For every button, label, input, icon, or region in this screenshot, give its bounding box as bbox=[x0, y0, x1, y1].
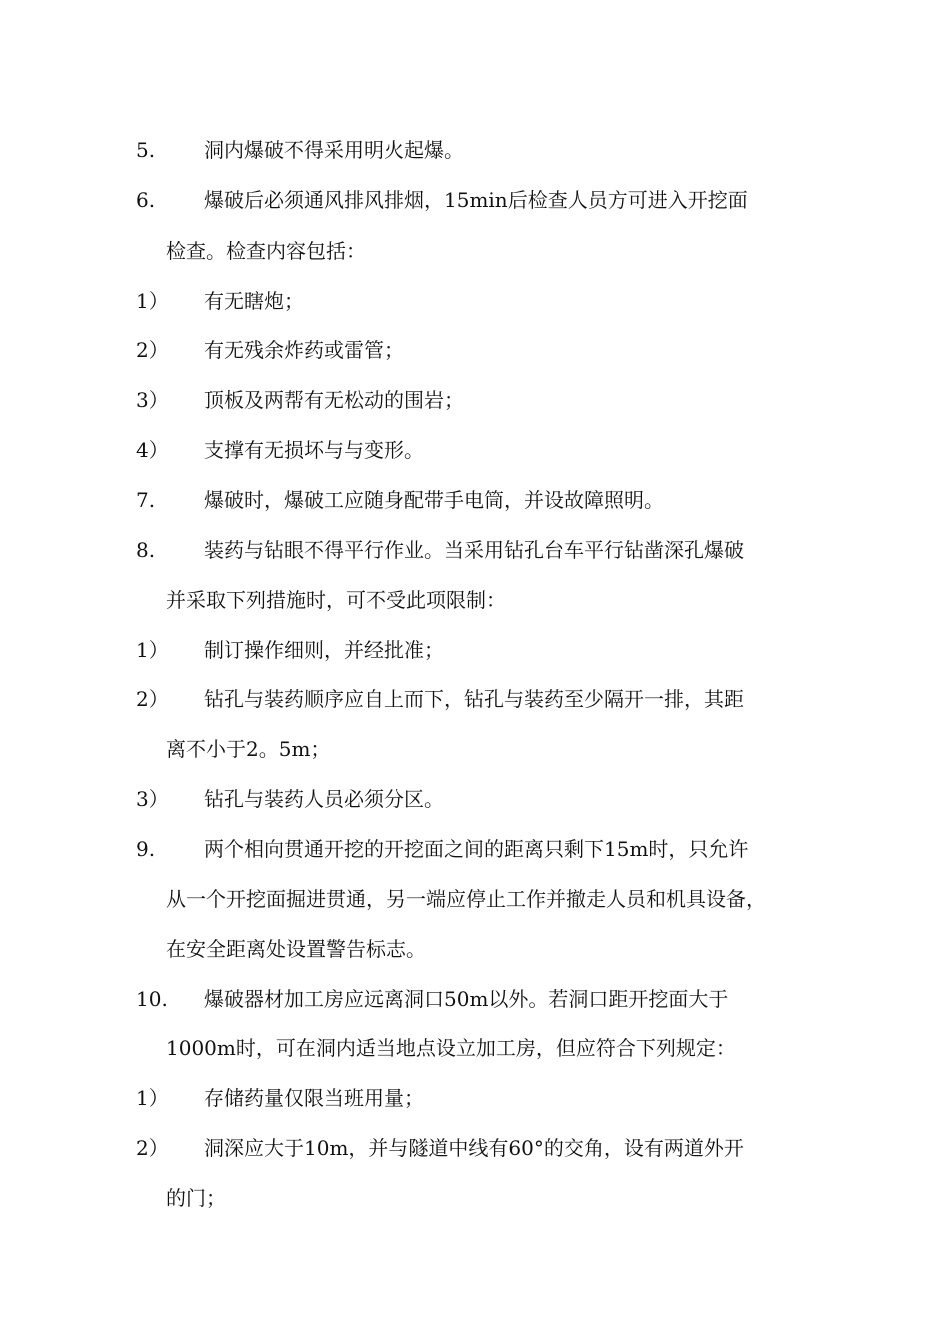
item-number: 2） bbox=[136, 338, 169, 362]
item-text: 有无残余炸药或雷管； bbox=[204, 338, 404, 362]
item-7 bbox=[0, 480, 950, 520]
item-text: 洞深应大于10m，并与隧道中线有60°的交角，设有两道外开 bbox=[204, 1136, 744, 1160]
item-text: 存储药量仅限当班用量； bbox=[204, 1086, 424, 1110]
item-continuation-text: 的门； bbox=[166, 1186, 226, 1210]
item-8-sub-2-continuation bbox=[0, 729, 950, 769]
item-continuation-text: 1000m时，可在洞内适当地点设立加工房，但应符合下列规定： bbox=[166, 1036, 736, 1060]
item-10-continuation bbox=[0, 1028, 950, 1068]
item-text: 装药与钻眼不得平行作业。当采用钻孔台车平行钻凿深孔爆破 bbox=[204, 538, 744, 562]
item-text: 爆破器材加工房应远离洞口50m以外。若洞口距开挖面大于 bbox=[204, 987, 729, 1011]
item-5 bbox=[0, 130, 950, 170]
item-number: 5. bbox=[136, 138, 156, 162]
item-text: 爆破时，爆破工应随身配带手电筒，并设故障照明。 bbox=[204, 488, 664, 512]
item-10-sub-2 bbox=[0, 1128, 950, 1168]
item-continuation-text: 从一个开挖面掘进贯通，另一端应停止工作并撤走人员和机具设备， bbox=[166, 887, 766, 911]
item-text: 爆破后必须通风排风排烟，15min后检查人员方可进入开挖面 bbox=[204, 188, 748, 212]
item-10-sub-2-continuation bbox=[0, 1178, 950, 1218]
item-text: 支撑有无损坏与与变形。 bbox=[204, 438, 424, 462]
item-8 bbox=[0, 530, 950, 570]
item-number: 6. bbox=[136, 188, 156, 212]
item-10 bbox=[0, 979, 950, 1019]
item-9 bbox=[0, 829, 950, 869]
item-continuation-text: 离不小于2。5m； bbox=[166, 737, 331, 761]
item-number: 8. bbox=[136, 538, 156, 562]
item-continuation-text: 并采取下列措施时，可不受此项限制： bbox=[166, 588, 506, 612]
item-number: 1） bbox=[136, 1086, 169, 1110]
item-6-sub-1 bbox=[0, 281, 950, 321]
item-9-continuation-1 bbox=[0, 879, 950, 919]
item-6-sub-4 bbox=[0, 430, 950, 470]
item-text: 钻孔与装药人员必须分区。 bbox=[204, 787, 444, 811]
item-number: 3） bbox=[136, 388, 169, 412]
item-number: 9. bbox=[136, 837, 156, 861]
item-number: 10. bbox=[136, 987, 168, 1011]
item-number: 2） bbox=[136, 1136, 169, 1160]
item-6 bbox=[0, 180, 950, 220]
item-text: 有无瞎炮； bbox=[204, 289, 304, 313]
item-8-sub-3 bbox=[0, 779, 950, 819]
item-10-sub-1 bbox=[0, 1078, 950, 1118]
item-continuation-text: 检查。检查内容包括： bbox=[166, 239, 366, 263]
item-number: 1） bbox=[136, 289, 169, 313]
item-8-continuation bbox=[0, 580, 950, 620]
item-8-sub-2 bbox=[0, 679, 950, 719]
item-6-sub-2 bbox=[0, 330, 950, 370]
item-text: 洞内爆破不得采用明火起爆。 bbox=[204, 138, 464, 162]
item-number: 2） bbox=[136, 687, 169, 711]
item-text: 两个相向贯通开挖的开挖面之间的距离只剩下15m时，只允许 bbox=[204, 837, 749, 861]
item-8-sub-1 bbox=[0, 630, 950, 670]
item-continuation-text: 在安全距离处设置警告标志。 bbox=[166, 937, 426, 961]
item-6-sub-3 bbox=[0, 380, 950, 420]
item-text: 制订操作细则，并经批准； bbox=[204, 638, 444, 662]
item-9-continuation-2 bbox=[0, 929, 950, 969]
item-number: 1） bbox=[136, 638, 169, 662]
item-number: 7. bbox=[136, 488, 156, 512]
item-6-continuation bbox=[0, 231, 950, 271]
item-text: 顶板及两帮有无松动的围岩； bbox=[204, 388, 464, 412]
item-number: 4） bbox=[136, 438, 169, 462]
item-text: 钻孔与装药顺序应自上而下，钻孔与装药至少隔开一排，其距 bbox=[204, 687, 744, 711]
item-number: 3） bbox=[136, 787, 169, 811]
